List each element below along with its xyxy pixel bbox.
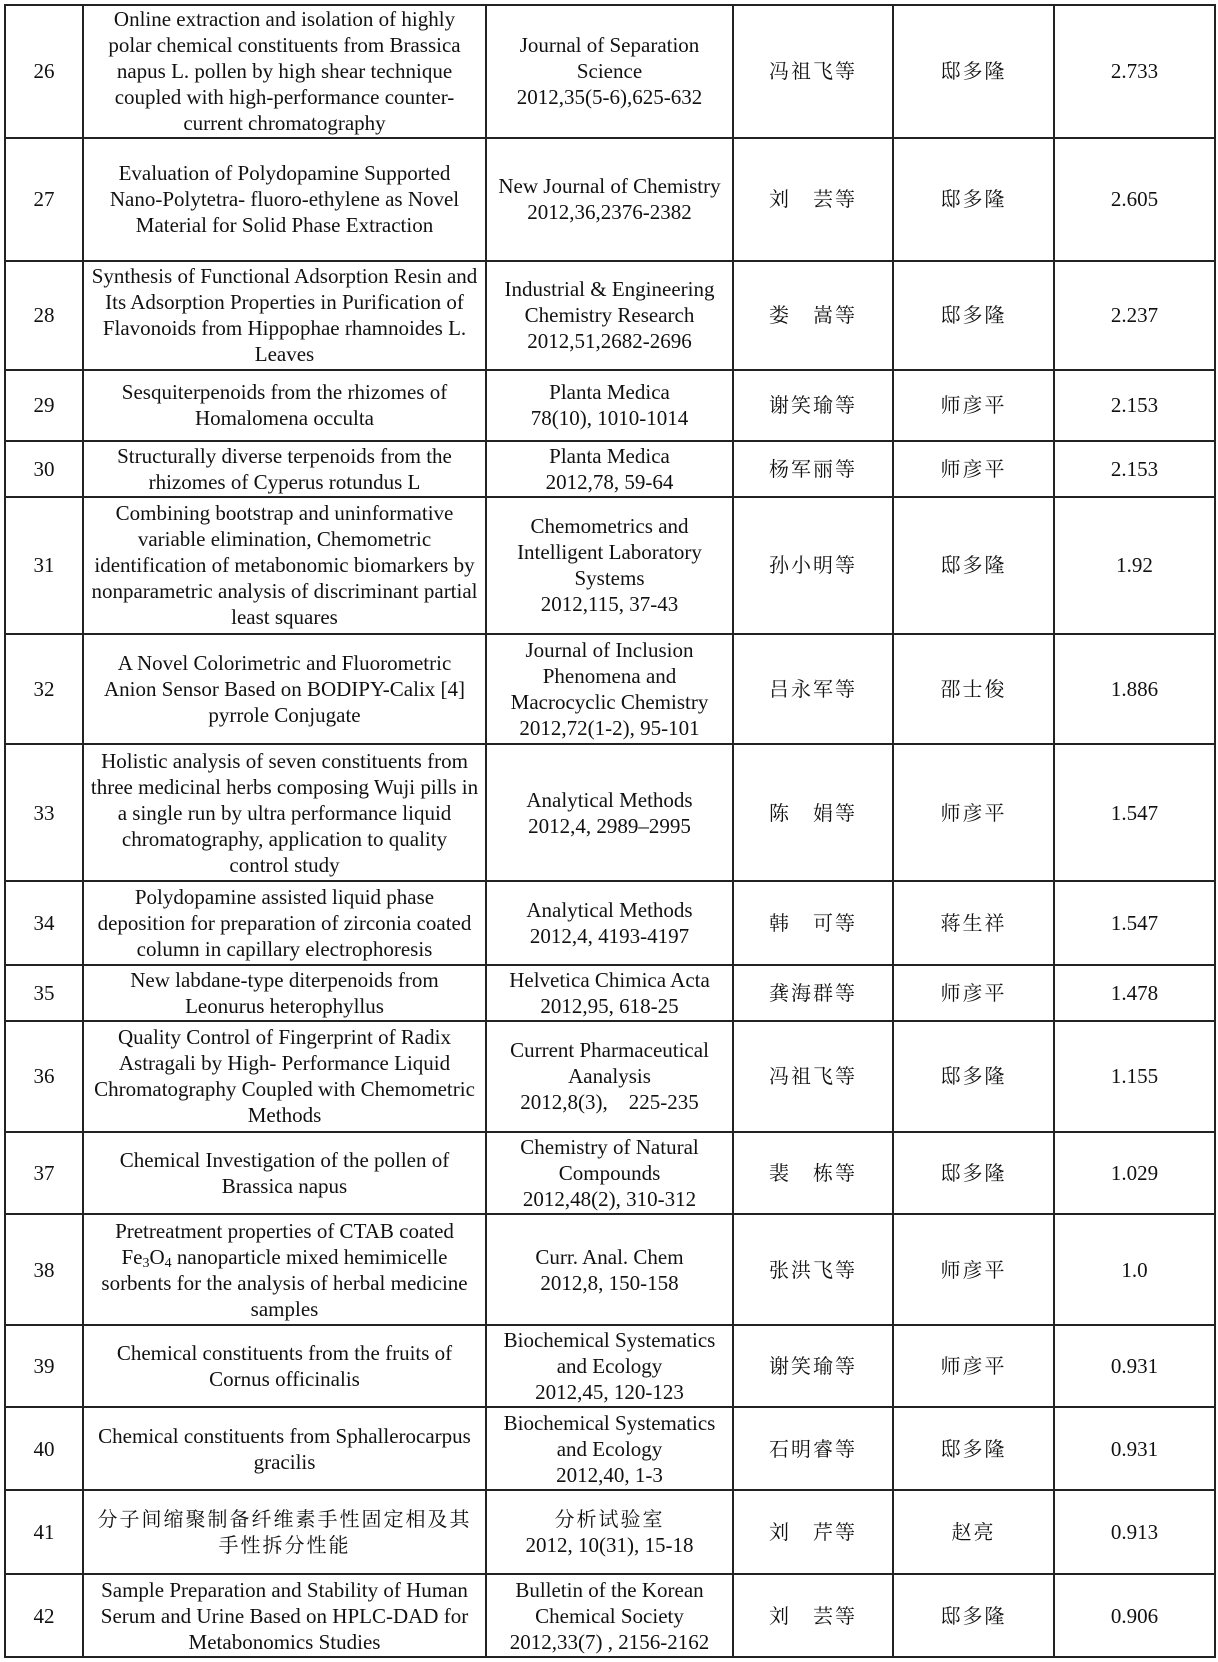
- journal-cell: [486, 881, 733, 965]
- paper-title: Holistic analysis of seven constituents from three medicinal herbs composing Wuji pills in a single run by ultra performance liquid chromatography, application to quality control study: [83, 744, 486, 881]
- impact-factor: 1.92: [1054, 497, 1215, 634]
- impact-factor: 1.547: [1054, 744, 1215, 881]
- journal-cell: [486, 261, 733, 371]
- journal-name: Chemometrics and Intelligent Laboratory Systems: [517, 514, 702, 591]
- first-author: 张洪飞等: [733, 1214, 893, 1325]
- journal-name: Helvetica Chimica Acta: [509, 967, 710, 992]
- row-number: 39: [5, 1325, 83, 1407]
- impact-factor: 2.153: [1054, 370, 1215, 440]
- first-author: 刘 芸等: [733, 138, 893, 261]
- paper-title: Structurally diverse terpenoids from the rhizomes of Cyperus rotundus L: [83, 441, 486, 497]
- paper-title: Synthesis of Functional Adsorption Resin and Its Adsorption Properties in Purification of Flavonoids from Hippophae rhamnoides L. Leaves: [83, 261, 486, 371]
- impact-factor: 0.931: [1054, 1407, 1215, 1489]
- table-row: [5, 1214, 1215, 1325]
- paper-title: 分子间缩聚制备纤维素手性固定相及其手性拆分性能: [83, 1490, 486, 1575]
- journal-cell: [486, 1021, 733, 1132]
- journal-name: Industrial & Engineering Chemistry Research: [504, 277, 715, 328]
- journal-citation: 2012,4, 4193-4197: [529, 924, 690, 948]
- impact-factor: 1.547: [1054, 881, 1215, 965]
- journal-name: Current Pharmaceutical Aanalysis: [510, 1038, 709, 1089]
- corresponding-author: 师彦平: [893, 1214, 1054, 1325]
- corresponding-author: 师彦平: [893, 370, 1054, 440]
- journal-cell: [486, 744, 733, 881]
- row-number: 37: [5, 1132, 83, 1214]
- row-number: 38: [5, 1214, 83, 1325]
- paper-title: Chemical Investigation of the pollen of Brassica napus: [83, 1132, 486, 1214]
- first-author: 冯祖飞等: [733, 1021, 893, 1132]
- journal-name: Analytical Methods: [526, 787, 693, 812]
- impact-factor: 1.0: [1054, 1214, 1215, 1325]
- paper-title: New labdane-type diterpenoids from Leonurus heterophyllus: [83, 965, 486, 1021]
- journal-name: 分析试验室: [554, 1507, 665, 1532]
- row-number: 33: [5, 744, 83, 881]
- first-author: 娄 嵩等: [733, 261, 893, 371]
- row-number: 32: [5, 634, 83, 745]
- row-number: 34: [5, 881, 83, 965]
- corresponding-author: 邸多隆: [893, 1407, 1054, 1489]
- title-part: Pretreatment properties of CTAB coated Fe: [115, 1218, 454, 1269]
- row-number: 36: [5, 1021, 83, 1132]
- impact-factor: 1.478: [1054, 965, 1215, 1021]
- corresponding-author: 邸多隆: [893, 1574, 1054, 1657]
- journal-citation: 2012,45, 120-123: [535, 1380, 684, 1405]
- journal-name: Curr. Anal. Chem: [535, 1244, 684, 1269]
- journal-cell: [486, 370, 733, 440]
- table-row: [5, 441, 1215, 497]
- table-row: [5, 634, 1215, 745]
- table-row: [5, 744, 1215, 881]
- first-author: 吕永军等: [733, 634, 893, 745]
- first-author: 裴 栋等: [733, 1132, 893, 1214]
- journal-cell: [486, 497, 733, 634]
- journal-cell: [486, 1407, 733, 1489]
- row-number: 31: [5, 497, 83, 634]
- journal-citation: 2012,36,2376-2382: [527, 200, 692, 225]
- journal-citation: 2012,8(3), 225-235: [520, 1090, 699, 1115]
- journal-citation: 2012,40, 1-3: [556, 1462, 663, 1487]
- journal-name: Biochemical Systematics and Ecology: [503, 1410, 716, 1461]
- journal-cell: [486, 1574, 733, 1657]
- row-number: 40: [5, 1407, 83, 1489]
- row-number: 27: [5, 138, 83, 261]
- journal-name: Biochemical Systematics and Ecology: [503, 1328, 716, 1379]
- paper-title: A Novel Colorimetric and Fluorometric Anion Sensor Based on BODIPY-Calix [4] pyrrole Conjugate: [83, 634, 486, 745]
- corresponding-author: 邸多隆: [893, 1021, 1054, 1132]
- journal-name: New Journal of Chemistry: [498, 174, 721, 199]
- paper-title: Online extraction and isolation of highly polar chemical constituents from Brassica napus L. pollen by high shear technique coupled with high-performance counter-current chromatography: [83, 5, 486, 138]
- table-row: [5, 1132, 1215, 1214]
- journal-cell: [486, 965, 733, 1021]
- impact-factor: 0.906: [1054, 1574, 1215, 1657]
- first-author: 杨军丽等: [733, 441, 893, 497]
- row-number: 29: [5, 370, 83, 440]
- corresponding-author: 师彦平: [893, 441, 1054, 497]
- table-row: [5, 1021, 1215, 1132]
- impact-factor: 0.931: [1054, 1325, 1215, 1407]
- corresponding-author: 邸多隆: [893, 5, 1054, 138]
- journal-cell: [486, 1325, 733, 1407]
- table-row: [5, 1574, 1215, 1657]
- journal-citation: 2012,48(2), 310-312: [522, 1186, 697, 1211]
- impact-factor: 2.605: [1054, 138, 1215, 261]
- corresponding-author: 师彦平: [893, 965, 1054, 1021]
- paper-title: Chemical constituents from Sphallerocarpus gracilis: [83, 1407, 486, 1489]
- table-row: [5, 261, 1215, 371]
- impact-factor: 2.153: [1054, 441, 1215, 497]
- journal-name: Chemistry of Natural Compounds: [520, 1134, 699, 1185]
- journal-cell: [486, 1214, 733, 1325]
- first-author: 刘 芹等: [733, 1490, 893, 1575]
- journal-citation: 2012,78, 59-64: [545, 469, 674, 494]
- corresponding-author: 邸多隆: [893, 138, 1054, 261]
- first-author: 陈 娟等: [733, 744, 893, 881]
- table-row: [5, 1407, 1215, 1489]
- table-row: [5, 497, 1215, 634]
- corresponding-author: 邸多隆: [893, 261, 1054, 371]
- journal-cell: [486, 5, 733, 138]
- journal-name: Planta Medica: [549, 443, 670, 468]
- publication-table: [4, 4, 1216, 1658]
- journal-citation: 2012, 10(31), 15-18: [525, 1533, 694, 1558]
- title-part: nanoparticle mixed hemimicelle sorbents for the analysis of herbal medicine samples: [101, 1244, 468, 1321]
- first-author: 韩 可等: [733, 881, 893, 965]
- row-number: 35: [5, 965, 83, 1021]
- impact-factor: 2.733: [1054, 5, 1215, 138]
- impact-factor: 1.029: [1054, 1132, 1215, 1214]
- impact-factor: 2.237: [1054, 261, 1215, 371]
- journal-citation: 2012,8, 150-158: [540, 1270, 679, 1295]
- paper-title: Evaluation of Polydopamine Supported Nano-Polytetra- fluoro-ethylene as Novel Material for Solid Phase Extraction: [83, 138, 486, 261]
- journal-cell: [486, 441, 733, 497]
- journal-name: Planta Medica: [549, 380, 670, 405]
- corresponding-author: 邵士俊: [893, 634, 1054, 745]
- impact-factor: 1.155: [1054, 1021, 1215, 1132]
- journal-cell: [486, 634, 733, 745]
- journal-name: Analytical Methods: [526, 898, 693, 922]
- journal-citation: 2012,4, 2989–2995: [528, 813, 691, 838]
- first-author: 谢笑瑜等: [733, 1325, 893, 1407]
- table-row: [5, 1490, 1215, 1575]
- journal-cell: [486, 138, 733, 261]
- table-row: [5, 965, 1215, 1021]
- impact-factor: 0.913: [1054, 1490, 1215, 1575]
- corresponding-author: 邸多隆: [893, 497, 1054, 634]
- row-number: 42: [5, 1574, 83, 1657]
- journal-name: Bulletin of the Korean Chemical Society: [515, 1577, 704, 1628]
- paper-title: Chemical constituents from the fruits of Cornus officinalis: [83, 1325, 486, 1407]
- table-row: [5, 881, 1215, 965]
- subscript: 3: [142, 1255, 150, 1271]
- first-author: 冯祖飞等: [733, 5, 893, 138]
- journal-citation: 2012,33(7) , 2156-2162: [509, 1629, 710, 1654]
- impact-factor: 1.886: [1054, 634, 1215, 745]
- corresponding-author: 蒋生祥: [893, 881, 1054, 965]
- journal-citation: 2012,95, 618-25: [540, 993, 679, 1018]
- corresponding-author: 师彦平: [893, 1325, 1054, 1407]
- paper-title: Combining bootstrap and uninformative variable elimination, Chemometric identification of metabonomic biomarkers by nonparametric analysis of discriminant partial least squares: [83, 497, 486, 634]
- row-number: 30: [5, 441, 83, 497]
- first-author: 谢笑瑜等: [733, 370, 893, 440]
- table-row: [5, 370, 1215, 440]
- journal-citation: 78(10), 1010-1014: [530, 406, 689, 431]
- table-row: [5, 1325, 1215, 1407]
- paper-title: Sample Preparation and Stability of Human Serum and Urine Based on HPLC-DAD for Metabonomics Studies: [83, 1574, 486, 1657]
- first-author: 刘 芸等: [733, 1574, 893, 1657]
- first-author: 龚海群等: [733, 965, 893, 1021]
- title-part: O: [149, 1244, 165, 1269]
- first-author: 石明睿等: [733, 1407, 893, 1489]
- subscript: 4: [164, 1255, 172, 1271]
- row-number: 26: [5, 5, 83, 138]
- row-number: 28: [5, 261, 83, 371]
- journal-name: Journal of Inclusion Phenomena and Macrocyclic Chemistry: [510, 638, 709, 715]
- row-number: 41: [5, 1490, 83, 1575]
- journal-citation: 2012,115, 37-43: [540, 592, 679, 617]
- table-row: [5, 138, 1215, 261]
- corresponding-author: 师彦平: [893, 744, 1054, 881]
- first-author: 孙小明等: [733, 497, 893, 634]
- paper-title: Polydopamine assisted liquid phase deposition for preparation of zirconia coated column in capillary electrophoresis: [83, 881, 486, 965]
- journal-citation: 2012,35(5-6),625-632: [516, 85, 703, 110]
- corresponding-author: 邸多隆: [893, 1132, 1054, 1214]
- paper-title: Quality Control of Fingerprint of Radix Astragali by High- Performance Liquid Chromatography Coupled with Chemometric Methods: [83, 1021, 486, 1132]
- journal-citation: 2012,72(1-2), 95-101: [519, 716, 700, 741]
- journal-citation: 2012,51,2682-2696: [527, 329, 692, 354]
- journal-cell: [486, 1132, 733, 1214]
- paper-title: Sesquiterpenoids from the rhizomes of Homalomena occulta: [83, 370, 486, 440]
- table-row: [5, 5, 1215, 138]
- corresponding-author: 赵亮: [893, 1490, 1054, 1575]
- journal-name: Journal of Separation Science: [519, 33, 700, 84]
- paper-title: [83, 1214, 486, 1325]
- journal-cell: [486, 1490, 733, 1575]
